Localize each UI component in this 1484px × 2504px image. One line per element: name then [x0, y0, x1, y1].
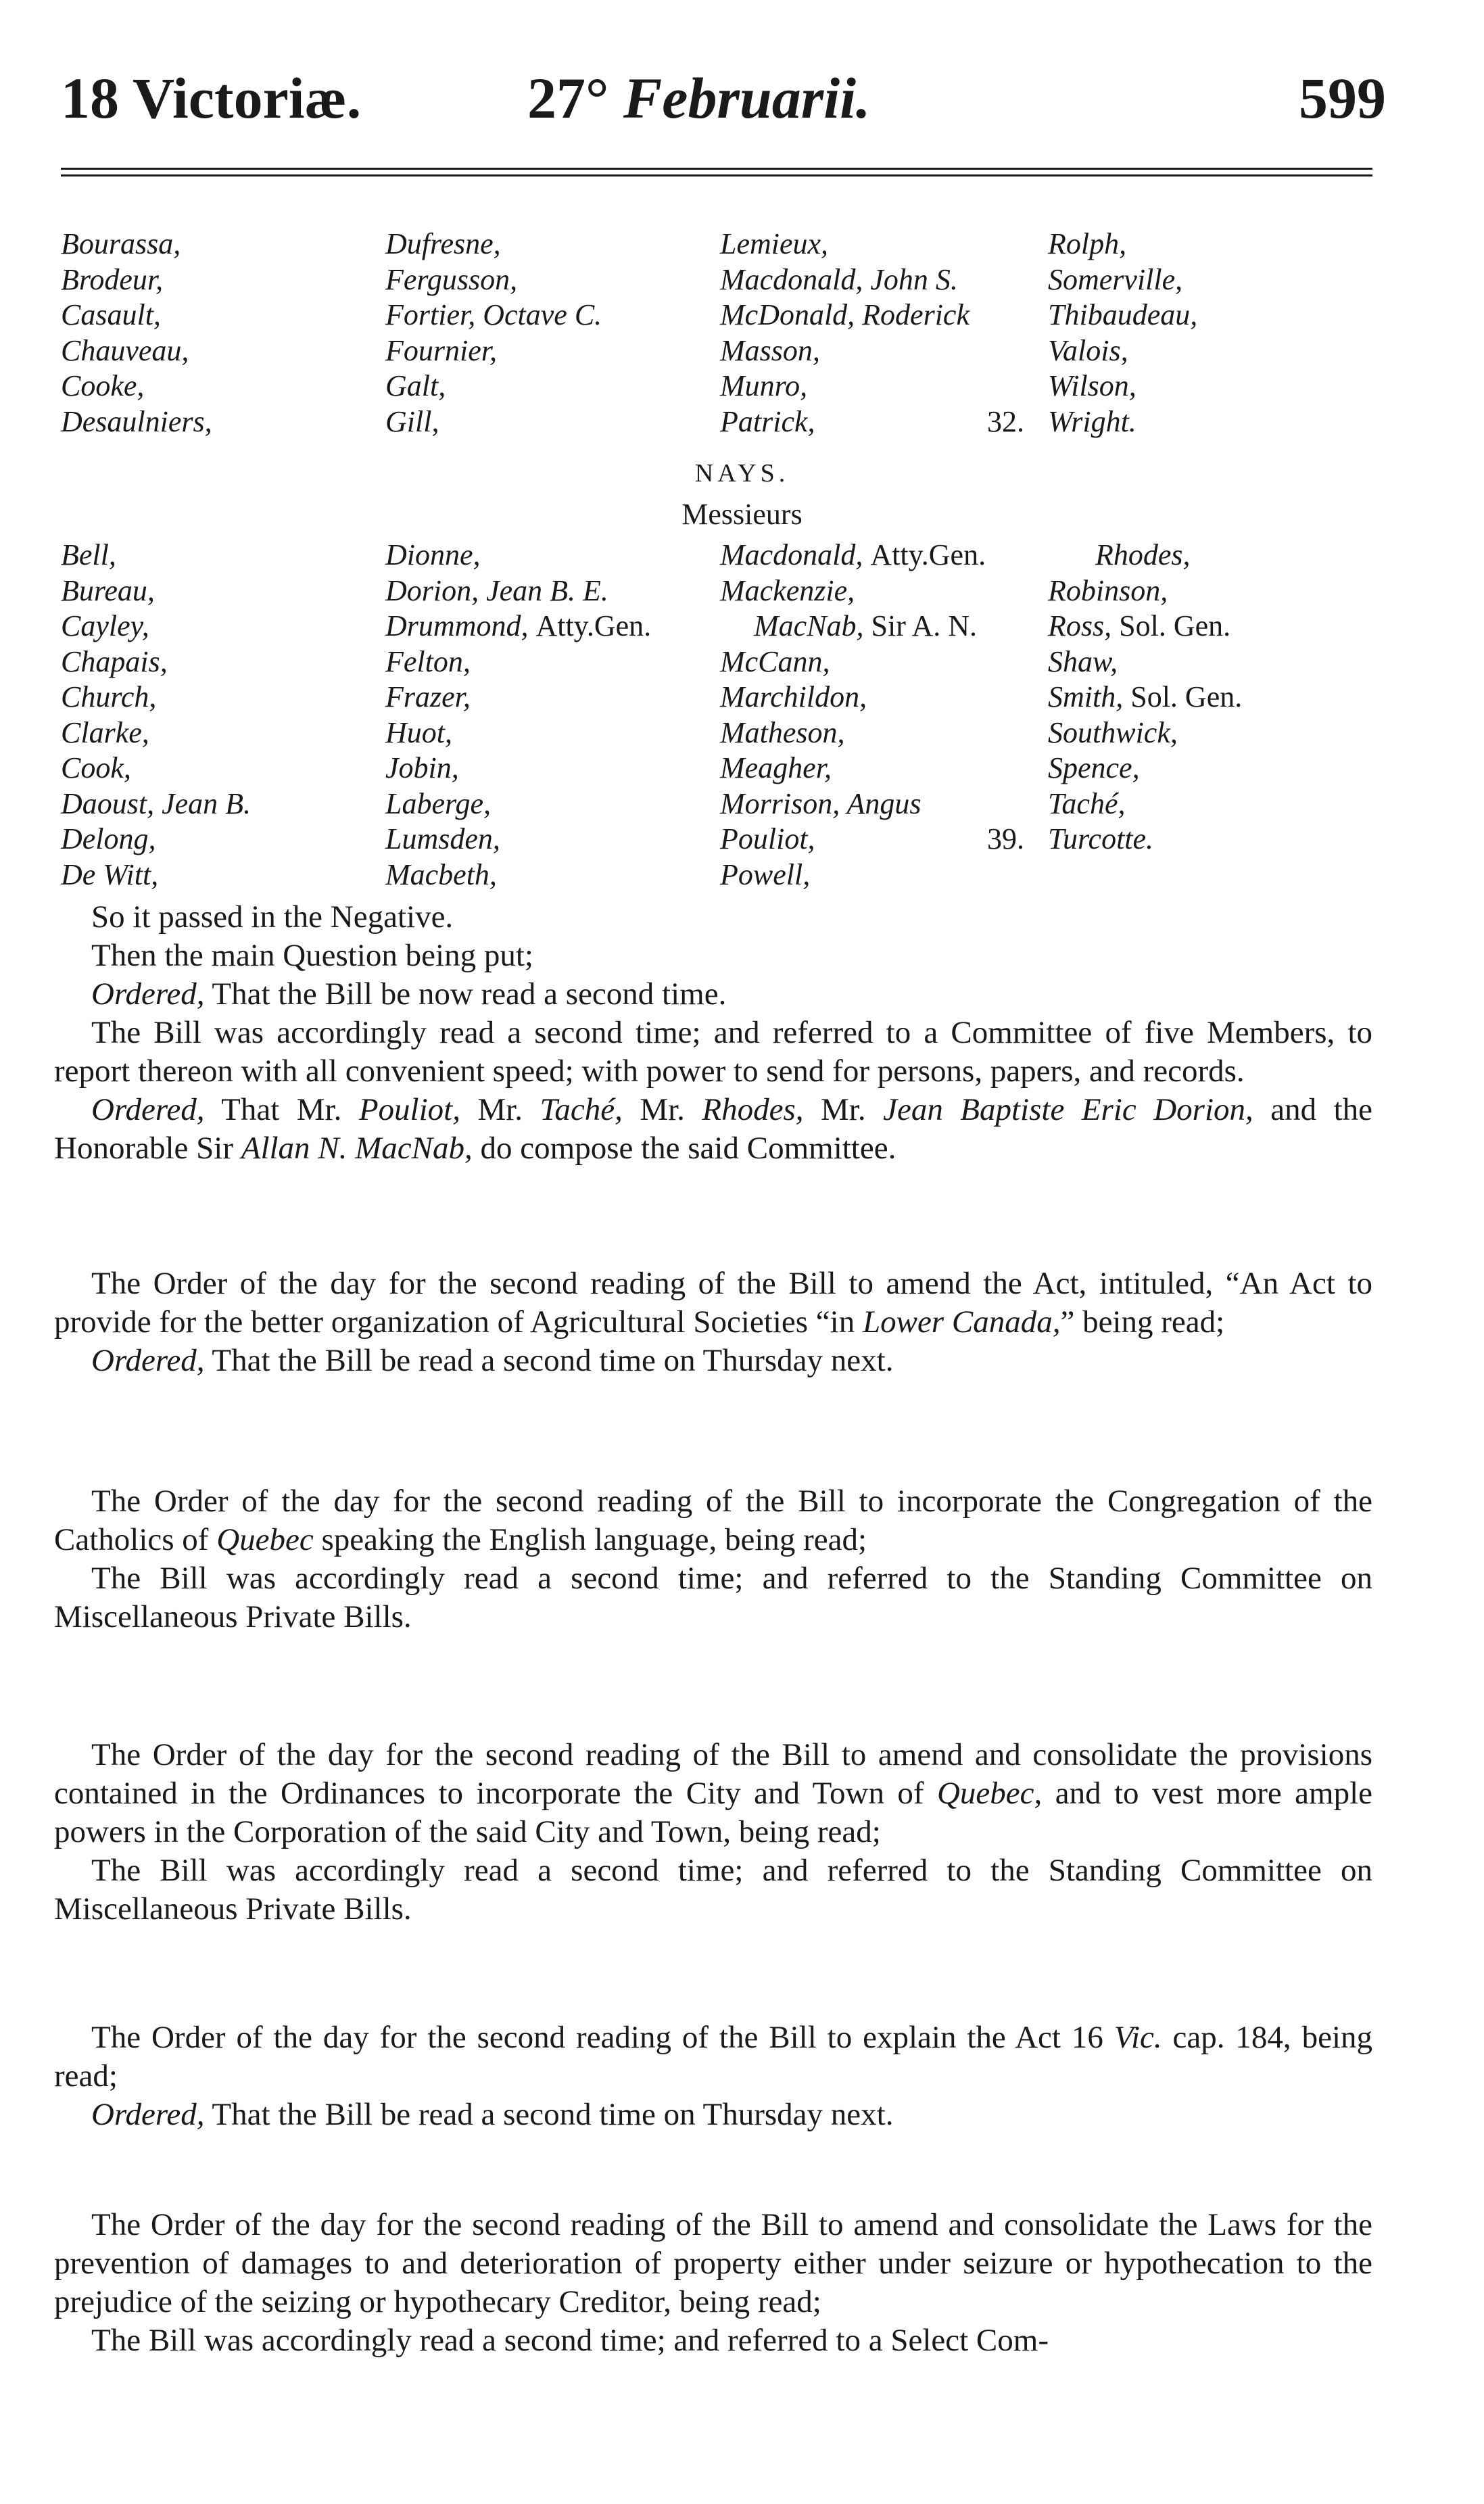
member-name: McCann, — [720, 644, 830, 678]
member-name: De Witt, — [61, 857, 159, 891]
paragraph — [54, 1265, 1372, 1342]
member-name: Cook, — [61, 751, 131, 784]
paragraph: The Bill was accordingly read a second time; and referred to a Committee of five Members, to report thereon with all convenient speed; with power to send for persons, papers, and records. — [54, 1015, 1372, 1089]
name-row — [61, 227, 1386, 262]
place-ref: Quebec — [216, 1522, 314, 1557]
paragraph — [54, 2018, 1372, 2096]
paragraph — [54, 1736, 1372, 1851]
member-name: Cayley, — [61, 609, 149, 642]
name-row — [61, 404, 1386, 440]
ordered-label: Ordered, — [91, 1343, 205, 1378]
member-name: Meagher, — [720, 751, 832, 784]
member-name: Brodeur, — [61, 262, 164, 296]
member-surname: Macdonald, — [720, 538, 863, 571]
member-ref: Taché, — [540, 1092, 623, 1127]
member-name: Casault, — [61, 298, 161, 331]
member-ref: Rhodes, — [702, 1092, 804, 1127]
paragraph-text: That the Bill be read a second time on Thursday next. — [204, 2097, 894, 2132]
member-name: Dufresne, — [385, 227, 501, 260]
member-name: Laberge, — [385, 786, 492, 820]
name-row — [61, 786, 1386, 822]
member-name — [754, 609, 977, 644]
member-name: Chauveau, — [61, 333, 189, 367]
member-name: Frazer, — [385, 680, 471, 713]
member-name: Bourassa, — [61, 227, 181, 260]
member-name: Thibaudeau, — [1048, 298, 1198, 331]
page-header — [61, 64, 1386, 145]
member-name: Somerville, — [1048, 262, 1183, 296]
member-title: Sol. Gen. — [1130, 680, 1243, 713]
regnal-year: 18 Victoriæ. — [61, 66, 362, 131]
member-name: Felton, — [385, 644, 471, 678]
paragraph-text: That the Bill be now read a second time. — [204, 976, 727, 1012]
member-name: Fergusson, — [385, 262, 518, 296]
paragraph-text: speaking the English language, being read; — [313, 1522, 867, 1557]
member-name: Macdonald, John S. — [720, 262, 958, 296]
member-name: Desaulniers, — [61, 404, 212, 438]
messieurs-heading: Messieurs — [681, 498, 803, 531]
name-row — [61, 573, 1386, 609]
paragraph-text: and the Honorable Sir — [54, 1092, 1372, 1166]
paragraph-text: The Order of the day for the second reading of the Bill to explain the Act 16 — [91, 2020, 1114, 2055]
member-name: Munro, — [720, 369, 808, 402]
member-ref: Jean Baptiste Eric Dorion, — [883, 1092, 1253, 1127]
paragraph — [54, 1091, 1372, 1168]
member-name — [720, 538, 986, 573]
name-row — [61, 644, 1386, 680]
member-name: Church, — [61, 680, 157, 713]
proceedings-block-2 — [54, 1265, 1372, 1380]
paragraph-text: ” being read; — [1060, 1304, 1225, 1340]
member-surname: MacNab, — [754, 609, 864, 642]
member-name: Marchildon, — [720, 680, 867, 713]
member-name: Rhodes, — [1095, 538, 1191, 571]
proceedings-block-1 — [54, 898, 1372, 1168]
member-name: Spence, — [1048, 751, 1140, 784]
member-ref: Allan N. MacNab, — [241, 1131, 473, 1166]
paragraph-text: do compose the said Committee. — [472, 1131, 896, 1166]
member-name: Wilson, — [1048, 369, 1136, 402]
paragraph: The Bill was accordingly read a second time; and referred to a Select Com- — [91, 2323, 1049, 2358]
member-name: Turcotte. — [1048, 822, 1154, 855]
member-name: Dorion, Jean B. E. — [385, 573, 608, 607]
name-row — [61, 333, 1386, 369]
paragraph: The Bill was accordingly read a second time; and referred to the Standing Committee on Miscellaneous Private Bills. — [54, 1853, 1372, 1927]
member-name: Taché, — [1048, 786, 1126, 820]
place-ref: Quebec, — [936, 1776, 1043, 1811]
member-name: Shaw, — [1048, 644, 1118, 678]
date-day: 27° — [527, 66, 609, 131]
member-name: Masson, — [720, 333, 820, 367]
member-ref: Pouliot, — [358, 1092, 460, 1127]
header-rule-bottom — [61, 174, 1372, 176]
member-name: Pouliot, — [720, 822, 815, 855]
name-row — [61, 609, 1386, 644]
paragraph: The Order of the day for the second reading of the Bill to amend and consolidate the Laws for the prevention of damages to and deterioration of property either under seizure or hypothecation to the prejudice of the seizing or hypothecary Creditor, being read; — [54, 2207, 1372, 2319]
paragraph-text: Mr. — [622, 1092, 702, 1127]
page-number: 599 — [1299, 66, 1386, 131]
member-name: Huot, — [385, 715, 452, 749]
member-name: Patrick, — [720, 404, 815, 438]
member-surname: Drummond, — [385, 609, 529, 642]
place-ref: Lower Canada, — [862, 1304, 1061, 1340]
member-name: Clarke, — [61, 715, 149, 749]
paragraph-text: That the Bill be read a second time on Thursday next. — [204, 1343, 894, 1378]
paragraph-text: Mr. — [803, 1092, 884, 1127]
nays-heading: NAYS. — [694, 459, 790, 488]
paragraph — [54, 975, 1372, 1014]
ordered-label: Ordered, — [91, 976, 205, 1012]
name-row — [61, 369, 1386, 404]
member-name: Morrison, Angus — [720, 786, 921, 820]
member-name: Mackenzie, — [720, 573, 855, 607]
member-name: Fortier, Octave C. — [385, 298, 602, 331]
nays-count: 39. — [987, 822, 1024, 855]
ordered-label: Ordered, — [91, 1092, 205, 1127]
proceedings-block-4 — [54, 1736, 1372, 1929]
session-date — [527, 64, 871, 132]
member-name — [385, 609, 651, 644]
name-row — [61, 538, 1386, 573]
paragraph-text: cap. 184, being read; — [54, 2020, 1372, 2094]
name-row — [61, 751, 1386, 786]
member-name: Jobin, — [385, 751, 459, 784]
member-surname: Smith, — [1048, 680, 1124, 713]
name-row — [61, 715, 1386, 751]
act-ref: Vic. — [1114, 2020, 1162, 2055]
paragraph-text: That Mr. — [204, 1092, 359, 1127]
member-title: Atty.Gen. — [535, 609, 652, 642]
yeas-list — [61, 227, 1386, 440]
member-name: Southwick, — [1048, 715, 1178, 749]
name-row — [61, 822, 1386, 857]
paragraph-text: Mr. — [460, 1092, 540, 1127]
name-row — [61, 298, 1386, 333]
member-name: Powell, — [720, 857, 811, 891]
member-name: Bureau, — [61, 573, 155, 607]
member-name: Matheson, — [720, 715, 845, 749]
member-name: Lumsden, — [385, 822, 500, 855]
paragraph — [54, 1342, 1372, 1380]
member-name: Valois, — [1048, 333, 1128, 367]
paragraph-text: The Order of the day for the second reading of the Bill to incorporate the Congregation of the Catholics of — [54, 1484, 1372, 1557]
paragraph-text: The Order of the day for the second reading of the Bill to amend the Act, intituled, “An Act to provide for the better organization of Agricultural Societies “in — [54, 1266, 1372, 1340]
member-title: Atty.Gen. — [870, 538, 986, 571]
member-name: Bell, — [61, 538, 116, 571]
member-name: Wright. — [1048, 404, 1136, 438]
paragraph: The Bill was accordingly read a second time; and referred to the Standing Committee on Miscellaneous Private Bills. — [54, 1561, 1372, 1634]
name-row — [61, 262, 1386, 298]
paragraph — [54, 1482, 1372, 1559]
proceedings-block-5 — [54, 2018, 1372, 2134]
paragraph-text: and to vest more ample powers in the Corporation of the said City and Town, being read; — [54, 1776, 1372, 1849]
member-name: Fournier, — [385, 333, 497, 367]
header-rule-top — [61, 168, 1372, 170]
name-row — [61, 680, 1386, 715]
paragraph-text: The Order of the day for the second reading of the Bill to amend and consolidate the provisions contained in the Ordinances to incorporate the City and Town of — [54, 1737, 1372, 1811]
member-name: Macbeth, — [385, 857, 497, 891]
member-name: McDonald, Roderick — [720, 298, 970, 331]
proceedings-block-6 — [54, 2206, 1372, 2360]
paragraph — [54, 2096, 1372, 2134]
yeas-count: 32. — [987, 404, 1024, 438]
member-name: Chapais, — [61, 644, 168, 678]
ordered-label: Ordered, — [91, 2097, 205, 2132]
member-name: Galt, — [385, 369, 446, 402]
paragraph: Then the main Question being put; — [91, 938, 533, 973]
nays-list — [61, 538, 1386, 893]
member-name — [1048, 680, 1242, 715]
member-name: Rolph, — [1048, 227, 1127, 260]
member-name: Gill, — [385, 404, 439, 438]
member-title: Sol. Gen. — [1119, 609, 1231, 642]
member-title: Sir A. N. — [871, 609, 978, 642]
paragraph: So it passed in the Negative. — [91, 899, 454, 935]
proceedings-block-3 — [54, 1482, 1372, 1636]
member-name: Delong, — [61, 822, 156, 855]
member-name: Robinson, — [1048, 573, 1168, 607]
member-name: Daoust, Jean B. — [61, 786, 252, 820]
member-name — [1048, 609, 1230, 644]
member-name: Dionne, — [385, 538, 481, 571]
member-surname: Ross, — [1048, 609, 1112, 642]
date-month: Februarii. — [623, 66, 871, 131]
member-name: Cooke, — [61, 369, 145, 402]
member-name: Lemieux, — [720, 227, 829, 260]
name-row — [61, 857, 1386, 893]
